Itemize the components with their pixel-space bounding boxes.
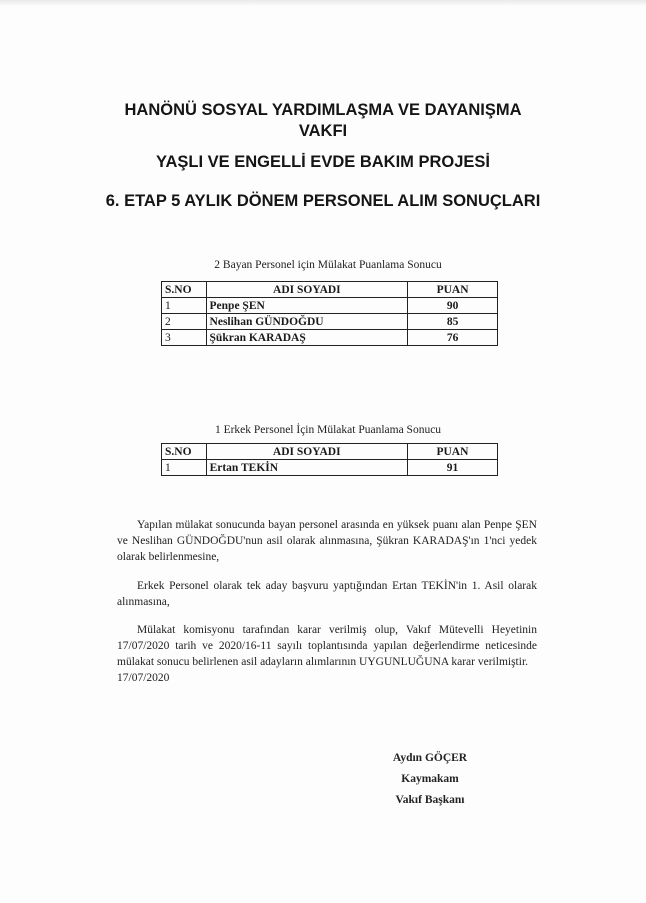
table-row [162,314,498,330]
decision-paragraph-male: Erkek Personel olarak tek aday başvuru yaptığından Ertan TEKİN'in 1. Asil olarak alınmasına, [117,580,537,608]
table-header-row [162,444,498,460]
header-project-title: YAŞLI VE ENGELLİ EVDE BAKIM PROJESİ [155,153,491,171]
scan-edge [0,0,646,6]
column-header-score: PUAN [408,282,498,298]
table-row [162,298,498,314]
row-no: 1 [162,298,207,314]
column-header-no: S.NO [162,282,207,298]
female-table-caption: 2 Bayan Personel için Mülakat Puanlama Sonucu [214,259,442,271]
header-foundation-name: HANÖNÜ SOSYAL YARDIMLAŞMA VE DAYANIŞMA [124,101,522,119]
row-name: Penpe ŞEN [206,298,408,314]
column-header-name: ADI SOYADI [206,282,408,298]
row-name: Ertan TEKİN [206,460,407,476]
row-score: 90 [408,298,498,314]
decision-paragraph-committee [117,622,537,686]
row-name: Neslihan GÜNDOĞDU [206,314,408,330]
table-row [162,460,498,476]
male-results-table [161,443,498,476]
row-name: Şükran KARADAŞ [206,330,408,346]
column-header-name: ADI SOYADI [206,444,407,460]
row-score: 85 [408,314,498,330]
row-no: 2 [162,314,207,330]
row-no: 1 [162,460,207,476]
document-date: 17/07/2020 [117,672,170,684]
table-header-row [162,282,498,298]
male-table-caption: 1 Erkek Personel İçin Mülakat Puanlama Sonucu [214,424,442,436]
signatory-role: Vakıf Başkanı [395,794,465,806]
signatory-name: Aydın GÖÇER [392,752,468,764]
header-foundation-name-cont: VAKFI [298,122,348,140]
table-row [162,330,498,346]
column-header-score: PUAN [407,444,497,460]
committee-text: Mülakat komisyonu tarafından karar verilmiş olup, Vakıf Mütevelli Heyetinin 17/07/2020 tarih ve 2020/16-11 sayılı toplantısında yapılan değerlendirme neticesinde mülakat sonucu belirlenen asil adayların alımlarının UYGUNLUĞUNA karar verilmiştir. [117,624,537,668]
row-no: 3 [162,330,207,346]
header-results-title: 6. ETAP 5 AYLIK DÖNEM PERSONEL ALIM SONUÇLARI [105,192,541,210]
decision-paragraph-female: Yapılan mülakat sonucunda bayan personel arasında en yüksek puanı alan Penpe ŞEN ve Neslihan GÜNDOĞDU'nun asil olarak alınmasına, Şükran KARADAŞ'ın 1'nci yedek olarak belirlenmesine, [117,519,537,563]
signatory-title: Kaymakam [401,773,459,785]
row-score: 76 [408,330,498,346]
female-results-table [161,281,498,346]
row-score: 91 [407,460,497,476]
column-header-no: S.NO [162,444,207,460]
